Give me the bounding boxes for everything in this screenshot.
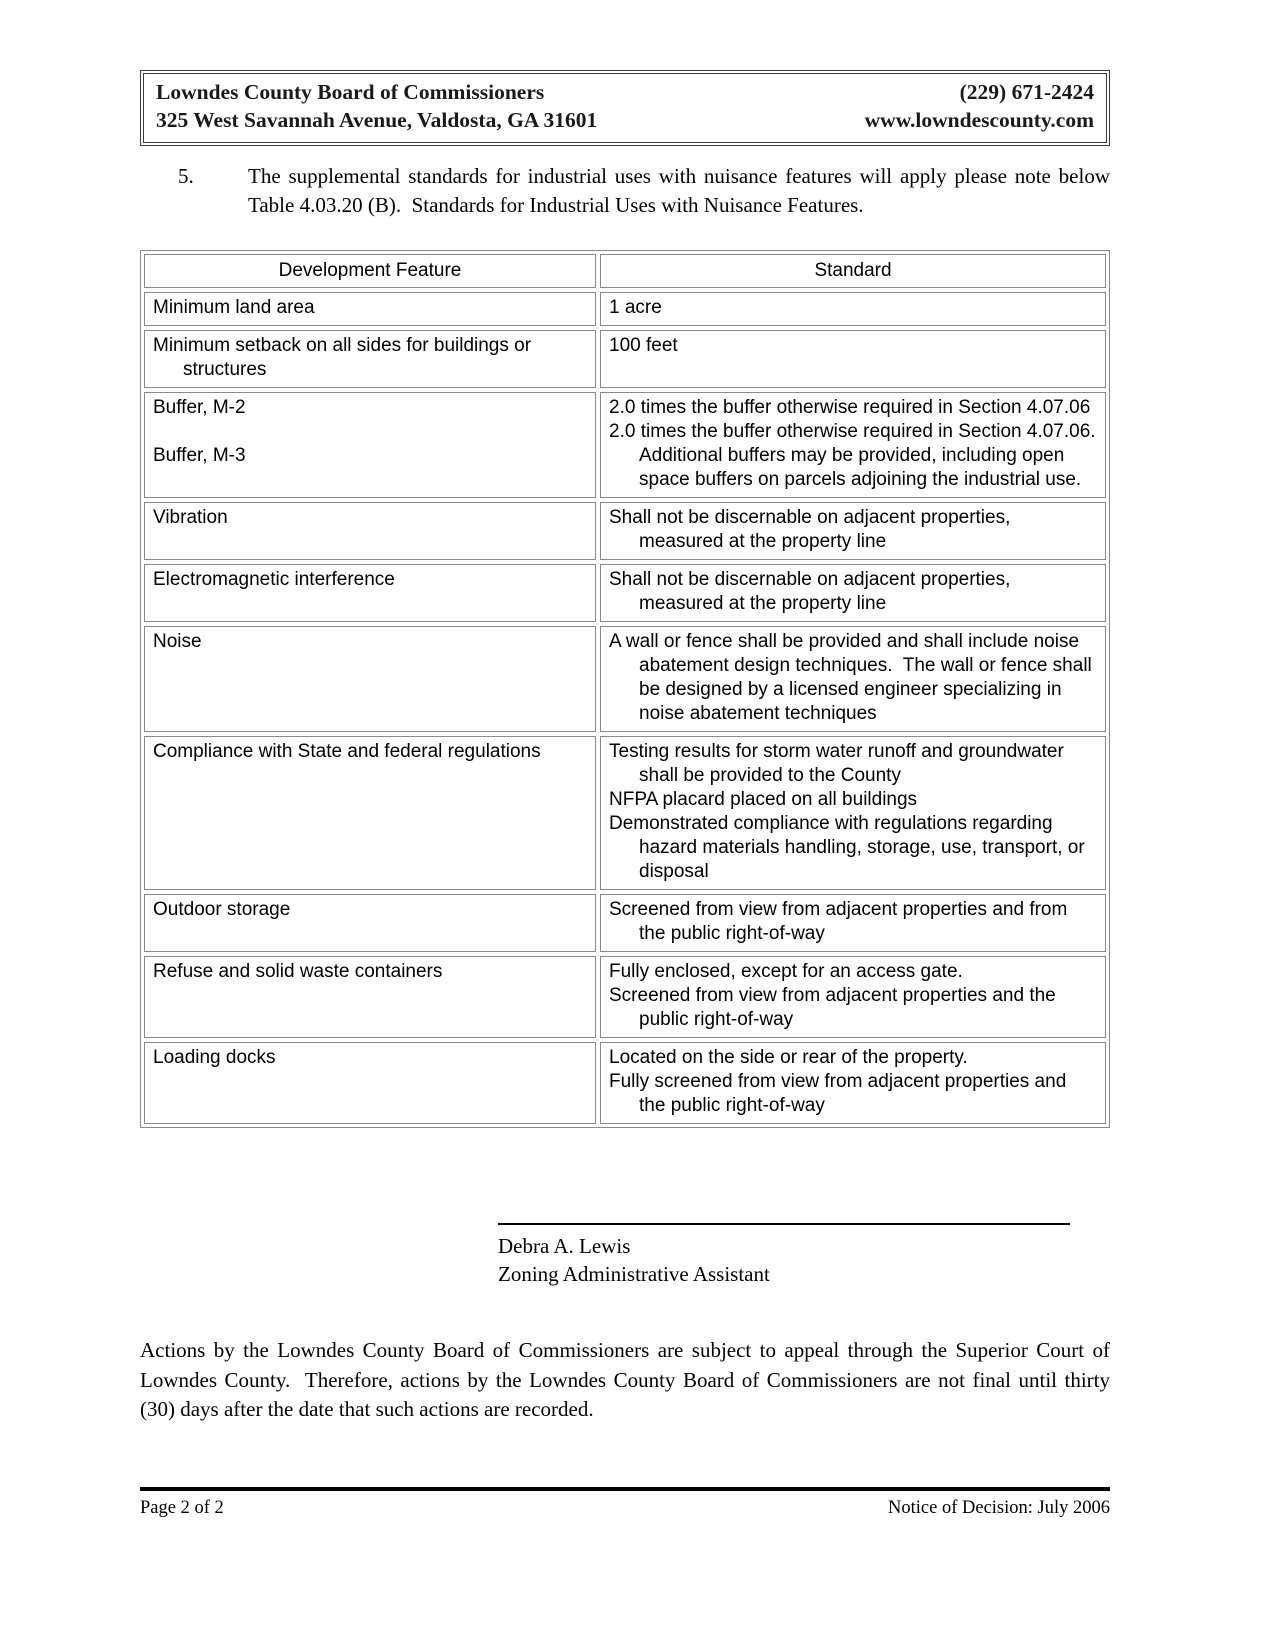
letterhead-row-2 xyxy=(156,107,1094,135)
cell-line: Refuse and solid waste containers xyxy=(153,960,443,982)
org-name: Lowndes County Board of Commissioners xyxy=(156,80,545,104)
standard-cell xyxy=(600,894,1106,952)
cell-line: Testing results for storm water runoff and groundwater shall be provided to the County xyxy=(609,740,1070,786)
signature-line xyxy=(498,1223,1070,1225)
cell-line: Screened from view from adjacent properties and from the public right-of-way xyxy=(609,898,1073,944)
table-row xyxy=(144,956,1106,1038)
paragraph-item-5 xyxy=(178,162,1115,220)
table-row xyxy=(144,392,1106,498)
feature-cell xyxy=(144,330,596,388)
cell-line: Buffer, M-3 xyxy=(153,444,246,466)
item-number: 5. xyxy=(178,163,194,188)
cell-line: Shall not be discernable on adjacent properties, measured at the property line xyxy=(609,568,1016,614)
feature-cell xyxy=(144,956,596,1038)
table-row xyxy=(144,626,1106,732)
table-row xyxy=(144,330,1106,388)
cell-line: Noise xyxy=(153,630,202,652)
feature-cell xyxy=(144,392,596,498)
cell-line: Located on the side or rear of the property. xyxy=(609,1046,968,1068)
cell-line: Screened from view from adjacent properties and the public right-of-way xyxy=(609,984,1062,1030)
cell-line: Minimum setback on all sides for buildings or structures xyxy=(153,334,537,380)
feature-cell xyxy=(144,502,596,560)
org-address: 325 West Savannah Avenue, Valdosta, GA 31601 xyxy=(156,107,598,132)
item-text: The supplemental standards for industrial uses with nuisance features will apply please note below Table 4.03.20 (B). Standards for Industrial Uses with Nuisance Features. xyxy=(248,163,1115,217)
cell-line: Outdoor storage xyxy=(153,898,291,920)
table-row xyxy=(144,736,1106,890)
cell-line xyxy=(153,420,587,444)
table-row xyxy=(144,292,1106,326)
cell-line: 1 acre xyxy=(609,296,662,318)
standard-cell xyxy=(600,956,1106,1038)
standard-cell xyxy=(600,626,1106,732)
table-row xyxy=(144,502,1106,560)
feature-cell xyxy=(144,564,596,622)
column-header-standard: Standard xyxy=(600,254,1106,288)
letterhead xyxy=(140,70,1110,146)
footer-row xyxy=(140,1498,1110,1519)
org-phone: (229) 671-2424 xyxy=(959,80,1094,104)
signatory-name: Debra A. Lewis xyxy=(498,1233,631,1258)
table-header-row xyxy=(144,254,1106,288)
standard-cell xyxy=(600,736,1106,890)
cell-line: NFPA placard placed on all buildings xyxy=(609,788,918,810)
table-row xyxy=(144,564,1106,622)
standard-cell xyxy=(600,502,1106,560)
table-row xyxy=(144,1042,1106,1124)
standard-cell xyxy=(600,392,1106,498)
cell-line: Loading docks xyxy=(153,1046,276,1068)
cell-line: Compliance with State and federal regulations xyxy=(153,740,541,762)
cell-line: Shall not be discernable on adjacent properties, measured at the property line xyxy=(609,506,1016,552)
cell-line: Vibration xyxy=(153,506,228,528)
cell-line: A wall or fence shall be provided and shall include noise abatement design techniques. The wall or fence shall be designed by a licensed engineer specializing in noise abatement techniques xyxy=(609,630,1098,724)
closing-paragraph: Actions by the Lowndes County Board of Commissioners are subject to appeal through the Superior Court of Lowndes County. Therefore, actions by the Lowndes County Board of Commissioners are not final until thirty (30) days after the date that such actions are recorded. xyxy=(140,1338,1116,1422)
table-row xyxy=(144,894,1106,952)
cell-line: Minimum land area xyxy=(153,296,315,318)
footer-notice: Notice of Decision: July 2006 xyxy=(888,1498,1110,1518)
feature-cell xyxy=(144,1042,596,1124)
cell-line: Buffer, M-2 xyxy=(153,396,246,418)
standard-cell xyxy=(600,292,1106,326)
page-number: Page 2 of 2 xyxy=(140,1498,224,1518)
page-footer xyxy=(140,1487,1110,1519)
standards-table xyxy=(140,250,1110,1128)
feature-cell xyxy=(144,292,596,326)
cell-line: 2.0 times the buffer otherwise required in Section 4.07.06. Additional buffers may be provided, including open space buffers on parcels adjoining the industrial use. xyxy=(609,420,1106,490)
cell-line: 100 feet xyxy=(609,334,678,356)
org-website: www.lowndescounty.com xyxy=(864,107,1094,132)
standard-cell xyxy=(600,1042,1106,1124)
feature-cell xyxy=(144,736,596,890)
cell-line: Fully enclosed, except for an access gate. xyxy=(609,960,963,982)
signature-block xyxy=(498,1223,1110,1288)
feature-cell xyxy=(144,894,596,952)
cell-line: Demonstrated compliance with regulations regarding hazard materials handling, storage, use, transport, or disposal xyxy=(609,812,1090,882)
feature-cell xyxy=(144,626,596,732)
letterhead-row-1 xyxy=(156,79,1094,107)
cell-line: Electromagnetic interference xyxy=(153,568,395,590)
standard-cell xyxy=(600,564,1106,622)
column-header-feature: Development Feature xyxy=(144,254,596,288)
cell-line: Fully screened from view from adjacent properties and the public right-of-way xyxy=(609,1070,1072,1116)
signatory-title: Zoning Administrative Assistant xyxy=(498,1261,770,1286)
standard-cell xyxy=(600,330,1106,388)
cell-line: 2.0 times the buffer otherwise required in Section 4.07.06 xyxy=(609,396,1091,418)
